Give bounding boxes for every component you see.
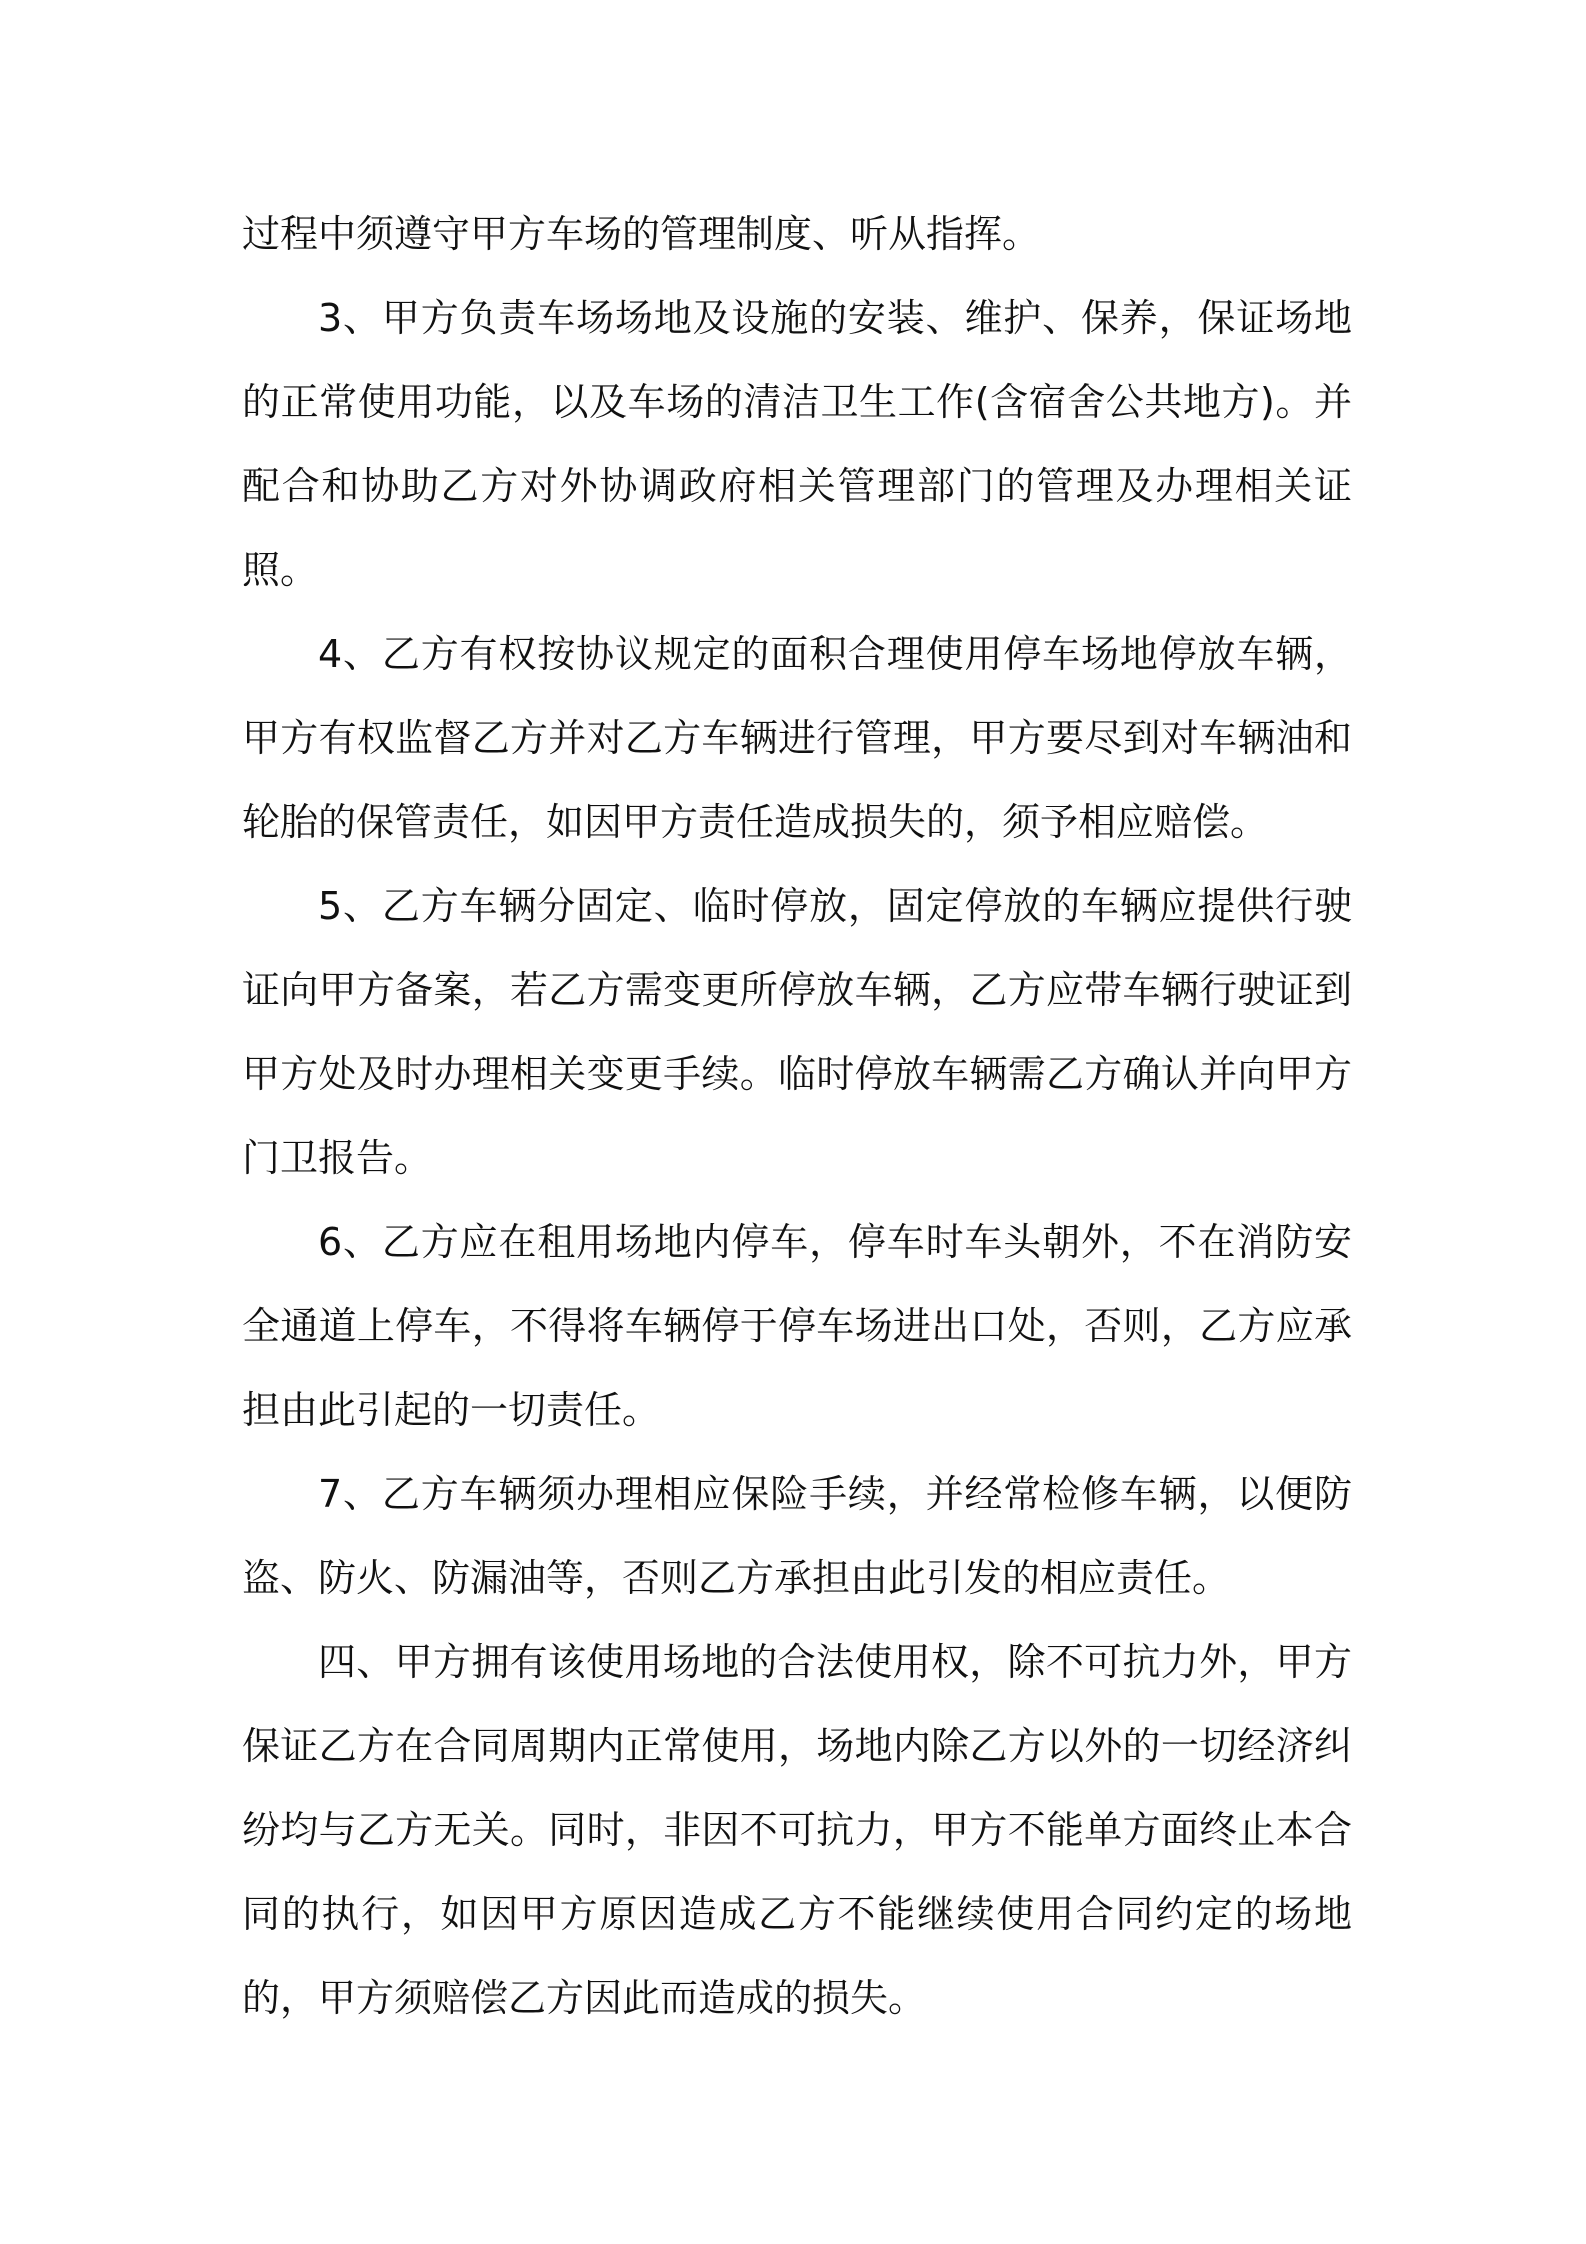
paragraph-clause-5: 5、乙方车辆分固定、临时停放，固定停放的车辆应提供行驶证向甲方备案，若乙方需变更所停放车辆，乙方应带车辆行驶证到甲方处及时办理相关变更手续。临时停放车辆需乙方确认并向甲方门卫报告。 xyxy=(242,884,1352,1180)
paragraph-clause-6: 6、乙方应在租用场地内停车，停车时车头朝外，不在消防安全通道上停车，不得将车辆停于停车场进出口处，否则，乙方应承担由此引起的一切责任。 xyxy=(242,1220,1352,1432)
paragraph-clause-7: 7、乙方车辆须办理相应保险手续，并经常检修车辆，以便防盗、防火、防漏油等，否则乙方承担由此引发的相应责任。 xyxy=(242,1472,1352,1600)
paragraph-continuation: 过程中须遵守甲方车场的管理制度、听从指挥。 xyxy=(242,212,1041,256)
paragraph-clause-4: 4、乙方有权按协议规定的面积合理使用停车场地停放车辆，甲方有权监督乙方并对乙方车辆进行管理，甲方要尽到对车辆油和轮胎的保管责任，如因甲方责任造成损失的，须予相应赔偿。 xyxy=(242,632,1352,844)
paragraph-clause-3: 3、甲方负责车场场地及设施的安装、维护、保养，保证场地的正常使用功能，以及车场的清洁卫生工作(含宿舍公共地方)。并配合和协助乙方对外协调政府相关管理部门的管理及办理相关证照。 xyxy=(242,296,1352,592)
paragraph-section-4: 四、甲方拥有该使用场地的合法使用权，除不可抗力外，甲方保证乙方在合同周期内正常使用，场地内除乙方以外的一切经济纠纷均与乙方无关。同时，非因不可抗力，甲方不能单方面终止本合同的执行，如因甲方原因造成乙方不能继续使用合同约定的场地的，甲方须赔偿乙方因此而造成的损失。 xyxy=(242,1640,1352,2020)
document-body xyxy=(242,192,1352,2040)
